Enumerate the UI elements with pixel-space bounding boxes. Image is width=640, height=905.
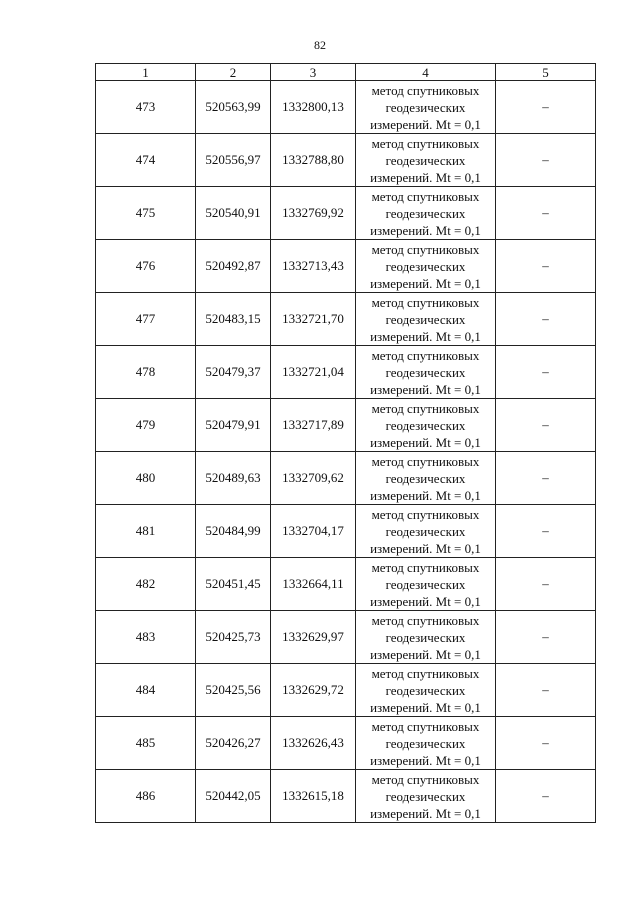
method-cell [356, 770, 496, 823]
x-coordinate-cell: 520563,99 [196, 81, 271, 134]
method-line: геодезических [385, 576, 466, 592]
method-line: измерений. Mt = 0,1 [370, 805, 481, 821]
y-coordinate-cell: 1332615,18 [271, 770, 356, 823]
point-number-cell: 475 [96, 187, 196, 240]
x-coordinate-cell: 520489,63 [196, 452, 271, 505]
header-cell-2: 2 [196, 64, 271, 81]
method-line: метод спутниковых [371, 241, 480, 257]
x-coordinate-cell: 520479,91 [196, 399, 271, 452]
point-number-cell: 474 [96, 134, 196, 187]
header-cell-4: 4 [356, 64, 496, 81]
y-coordinate-cell: 1332800,13 [271, 81, 356, 134]
y-coordinate-cell: 1332717,89 [271, 399, 356, 452]
x-coordinate-cell: 520479,37 [196, 346, 271, 399]
method-cell [356, 293, 496, 346]
point-number-cell: 482 [96, 558, 196, 611]
method-line: метод спутниковых [371, 718, 480, 734]
x-coordinate-cell: 520451,45 [196, 558, 271, 611]
method-cell [356, 399, 496, 452]
table-row [96, 664, 596, 717]
page-number: 82 [314, 38, 326, 52]
method-line: геодезических [385, 523, 466, 539]
point-number-cell: 476 [96, 240, 196, 293]
x-coordinate-cell: 520426,27 [196, 717, 271, 770]
table-row [96, 134, 596, 187]
note-cell: – [496, 187, 596, 240]
table-row [96, 505, 596, 558]
note-cell: – [496, 346, 596, 399]
method-line: измерений. Mt = 0,1 [370, 646, 481, 662]
table-row [96, 81, 596, 134]
y-coordinate-cell: 1332709,62 [271, 452, 356, 505]
table-row [96, 611, 596, 664]
method-line: измерений. Mt = 0,1 [370, 381, 481, 397]
y-coordinate-cell: 1332788,80 [271, 134, 356, 187]
x-coordinate-cell: 520483,15 [196, 293, 271, 346]
header-cell-3: 3 [271, 64, 356, 81]
method-line: измерений. Mt = 0,1 [370, 434, 481, 450]
y-coordinate-cell: 1332664,11 [271, 558, 356, 611]
method-cell [356, 505, 496, 558]
point-number-cell: 473 [96, 81, 196, 134]
x-coordinate-cell: 520556,97 [196, 134, 271, 187]
method-line: метод спутниковых [371, 559, 480, 575]
table-row [96, 187, 596, 240]
table-row [96, 293, 596, 346]
method-line: геодезических [385, 470, 466, 486]
method-line: измерений. Mt = 0,1 [370, 752, 481, 768]
point-number-cell: 480 [96, 452, 196, 505]
method-cell [356, 611, 496, 664]
method-line: геодезических [385, 364, 466, 380]
table-row [96, 717, 596, 770]
method-line: геодезических [385, 258, 466, 274]
point-number-cell: 477 [96, 293, 196, 346]
method-line: метод спутниковых [371, 400, 480, 416]
note-cell: – [496, 505, 596, 558]
method-line: геодезических [385, 682, 466, 698]
note-cell: – [496, 134, 596, 187]
note-cell: – [496, 399, 596, 452]
point-number-cell: 483 [96, 611, 196, 664]
method-cell [356, 717, 496, 770]
method-line: метод спутниковых [371, 612, 480, 628]
y-coordinate-cell: 1332769,92 [271, 187, 356, 240]
method-line: измерений. Mt = 0,1 [370, 593, 481, 609]
method-line: геодезических [385, 788, 466, 804]
method-line: геодезических [385, 629, 466, 645]
x-coordinate-cell: 520442,05 [196, 770, 271, 823]
note-cell: – [496, 558, 596, 611]
y-coordinate-cell: 1332721,04 [271, 346, 356, 399]
method-cell [356, 81, 496, 134]
method-line: метод спутниковых [371, 188, 480, 204]
y-coordinate-cell: 1332626,43 [271, 717, 356, 770]
method-cell [356, 664, 496, 717]
x-coordinate-cell: 520484,99 [196, 505, 271, 558]
method-line: геодезических [385, 417, 466, 433]
method-line: метод спутниковых [371, 771, 480, 787]
table-row [96, 399, 596, 452]
x-coordinate-cell: 520425,73 [196, 611, 271, 664]
point-number-cell: 486 [96, 770, 196, 823]
note-cell: – [496, 452, 596, 505]
method-line: геодезических [385, 205, 466, 221]
table-row [96, 558, 596, 611]
method-line: метод спутниковых [371, 82, 480, 98]
point-number-cell: 478 [96, 346, 196, 399]
method-cell [356, 346, 496, 399]
note-cell: – [496, 664, 596, 717]
method-line: геодезических [385, 99, 466, 115]
method-line: измерений. Mt = 0,1 [370, 328, 481, 344]
method-cell [356, 452, 496, 505]
y-coordinate-cell: 1332704,17 [271, 505, 356, 558]
method-line: измерений. Mt = 0,1 [370, 169, 481, 185]
method-cell [356, 187, 496, 240]
x-coordinate-cell: 520425,56 [196, 664, 271, 717]
method-cell [356, 240, 496, 293]
method-cell [356, 558, 496, 611]
method-line: геодезических [385, 311, 466, 327]
method-line: геодезических [385, 735, 466, 751]
table-row [96, 770, 596, 823]
header-cell-1: 1 [96, 64, 196, 81]
note-cell: – [496, 770, 596, 823]
method-line: измерений. Mt = 0,1 [370, 699, 481, 715]
method-line: метод спутниковых [371, 347, 480, 363]
method-line: метод спутниковых [371, 506, 480, 522]
note-cell: – [496, 717, 596, 770]
method-line: геодезических [385, 152, 466, 168]
y-coordinate-cell: 1332629,72 [271, 664, 356, 717]
note-cell: – [496, 81, 596, 134]
y-coordinate-cell: 1332713,43 [271, 240, 356, 293]
note-cell: – [496, 611, 596, 664]
method-line: метод спутниковых [371, 294, 480, 310]
y-coordinate-cell: 1332629,97 [271, 611, 356, 664]
x-coordinate-cell: 520492,87 [196, 240, 271, 293]
point-number-cell: 479 [96, 399, 196, 452]
coordinates-table [95, 63, 596, 823]
table-row [96, 452, 596, 505]
note-cell: – [496, 293, 596, 346]
point-number-cell: 481 [96, 505, 196, 558]
y-coordinate-cell: 1332721,70 [271, 293, 356, 346]
method-line: измерений. Mt = 0,1 [370, 540, 481, 556]
point-number-cell: 485 [96, 717, 196, 770]
method-line: измерений. Mt = 0,1 [370, 275, 481, 291]
method-cell [356, 134, 496, 187]
method-line: метод спутниковых [371, 665, 480, 681]
method-line: измерений. Mt = 0,1 [370, 116, 481, 132]
method-line: измерений. Mt = 0,1 [370, 487, 481, 503]
method-line: метод спутниковых [371, 135, 480, 151]
method-line: метод спутниковых [371, 453, 480, 469]
header-row [96, 64, 596, 81]
point-number-cell: 484 [96, 664, 196, 717]
table-row [96, 346, 596, 399]
note-cell: – [496, 240, 596, 293]
method-line: измерений. Mt = 0,1 [370, 222, 481, 238]
x-coordinate-cell: 520540,91 [196, 187, 271, 240]
table-row [96, 240, 596, 293]
header-cell-5: 5 [496, 64, 596, 81]
